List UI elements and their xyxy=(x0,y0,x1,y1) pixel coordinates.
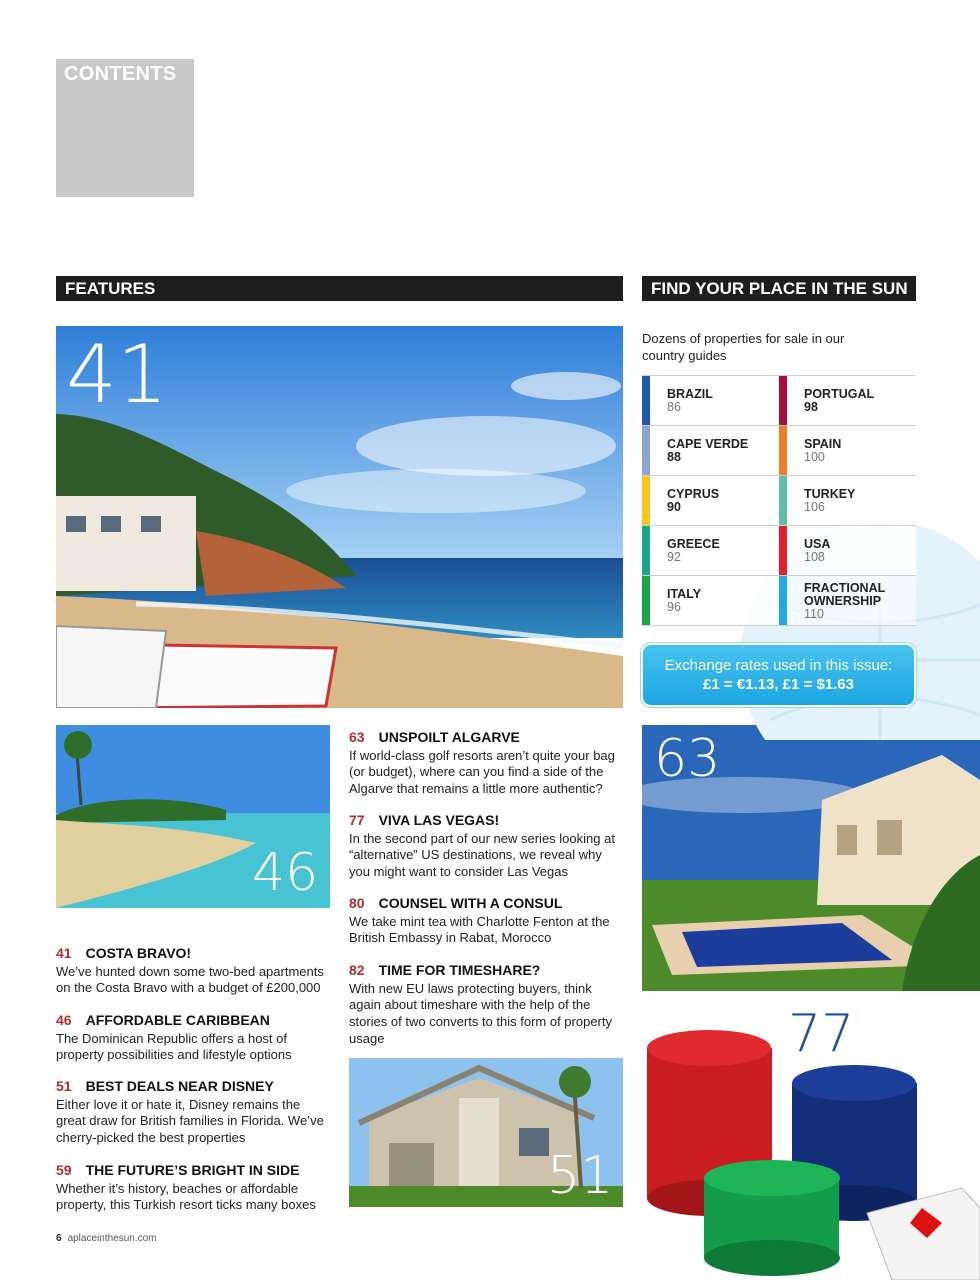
country-page: 100 xyxy=(804,450,825,464)
country-name: BRAZIL xyxy=(667,387,713,401)
country-name: PORTUGAL xyxy=(804,387,875,401)
article-best-deals-disney[interactable] xyxy=(56,1078,328,1147)
article-page-number: 82 xyxy=(349,962,365,978)
photo-number-63: 63 xyxy=(654,729,721,789)
article-text: If world-class golf resorts aren’t quite your bag (or budget), where can you find a side of the Algarve that remains a little more authentic? xyxy=(349,747,615,797)
country-page: 88 xyxy=(667,450,681,464)
country-row xyxy=(642,425,916,475)
article-viva-las-vegas[interactable] xyxy=(349,812,623,881)
country-color-stripe xyxy=(642,476,650,525)
article-text: We take mint tea with Charlotte Fenton at the British Embassy in Rabat, Morocco xyxy=(349,913,610,946)
country-page: 86 xyxy=(667,400,681,414)
country-color-stripe xyxy=(779,576,787,625)
article-page-number: 59 xyxy=(56,1162,72,1178)
country-row xyxy=(642,475,916,525)
house-photo-disney[interactable] xyxy=(349,1058,623,1207)
country-color-stripe xyxy=(642,526,650,575)
article-heading xyxy=(349,729,623,746)
country-brazil[interactable] xyxy=(642,376,779,425)
article-heading xyxy=(56,945,328,962)
article-time-for-timeshare[interactable] xyxy=(349,962,623,1048)
article-heading xyxy=(56,1078,328,1095)
chips-photo-vegas[interactable] xyxy=(642,1008,980,1280)
article-page-number: 51 xyxy=(56,1078,72,1094)
country-cape-verde[interactable] xyxy=(642,426,779,475)
article-title: UNSPOILT ALGARVE xyxy=(378,729,520,745)
article-title: TIME FOR TIMESHARE? xyxy=(378,962,541,978)
country-color-stripe xyxy=(779,526,787,575)
photo-number-41: 41 xyxy=(66,328,168,421)
country-row xyxy=(642,375,916,425)
article-page-number: 63 xyxy=(349,729,365,745)
article-title: THE FUTURE’S BRIGHT IN SIDE xyxy=(85,1162,300,1178)
article-heading xyxy=(349,812,623,829)
contents-label: CONTENTS xyxy=(64,63,177,85)
page-number: 6 xyxy=(56,1233,62,1244)
country-usa[interactable] xyxy=(779,526,916,575)
article-page-number: 80 xyxy=(349,895,365,911)
country-name: FRACTIONAL OWNERSHIP xyxy=(804,581,886,608)
country-row xyxy=(642,525,916,575)
article-heading xyxy=(349,895,623,912)
country-guide-grid xyxy=(642,375,916,626)
article-heading xyxy=(349,962,623,979)
country-page: 110 xyxy=(804,607,824,621)
article-title: COUNSEL WITH A CONSUL xyxy=(378,895,563,911)
article-title: COSTA BRAVO! xyxy=(85,945,192,961)
article-text: We’ve hunted down some two-bed apartments on the Costa Bravo with a budget of £200,000 xyxy=(56,963,324,996)
article-page-number: 46 xyxy=(56,1012,72,1028)
country-portugal[interactable] xyxy=(779,376,916,425)
country-color-stripe xyxy=(779,476,787,525)
article-heading xyxy=(56,1162,328,1179)
exchange-rates-box xyxy=(641,643,916,707)
footer-site[interactable]: aplaceinthesun.com xyxy=(67,1233,157,1244)
article-costa-bravo[interactable] xyxy=(56,945,328,997)
country-name: CAPE VERDE xyxy=(667,437,749,451)
article-heading xyxy=(56,1012,328,1029)
country-italy[interactable] xyxy=(642,576,779,625)
article-text: The Dominican Republic offers a host of property possibilities and lifestyle options xyxy=(56,1030,292,1063)
article-affordable-caribbean[interactable] xyxy=(56,1012,328,1064)
country-spain[interactable] xyxy=(779,426,916,475)
photo-number-77: 77 xyxy=(788,1008,855,1064)
country-name: SPAIN xyxy=(804,437,842,451)
country-name: GREECE xyxy=(667,537,720,551)
article-text: Either love it or hate it, Disney remains the great draw for British families in Florida. We’ve cherry-picked the best properties xyxy=(56,1096,324,1146)
country-page: 98 xyxy=(804,400,818,414)
article-counsel-consul[interactable] xyxy=(349,895,623,947)
country-color-stripe xyxy=(642,376,650,425)
article-text: With new EU laws protecting buyers, think again about timeshare with the help of the stories of two converts to this form of property usage xyxy=(349,980,612,1046)
article-text: Whether it’s history, beaches or affordable property, this Turkish resort ticks many boxes xyxy=(56,1180,316,1213)
villa-photo-algarve[interactable] xyxy=(642,725,980,991)
country-name: USA xyxy=(804,537,831,551)
contents-box xyxy=(56,59,194,197)
country-page: 90 xyxy=(667,500,681,514)
country-greece[interactable] xyxy=(642,526,779,575)
article-future-bright-side[interactable] xyxy=(56,1162,328,1214)
country-row xyxy=(642,575,916,626)
country-page: 106 xyxy=(804,500,825,514)
page-footer xyxy=(56,1233,157,1244)
exchange-rates-label: Exchange rates used in this issue: xyxy=(664,657,893,674)
exchange-rates-values: £1 = €1.13, £1 = $1.63 xyxy=(703,676,854,693)
country-cyprus[interactable] xyxy=(642,476,779,525)
country-fractional-ownership[interactable] xyxy=(779,576,916,625)
country-color-stripe xyxy=(642,426,650,475)
main-photo-costa[interactable] xyxy=(56,326,623,708)
article-page-number: 41 xyxy=(56,945,72,961)
country-color-stripe xyxy=(642,576,650,625)
photo-number-51: 51 xyxy=(547,1146,614,1206)
beach-photo-caribbean[interactable] xyxy=(56,725,330,908)
article-title: BEST DEALS NEAR DISNEY xyxy=(85,1078,274,1094)
article-title: AFFORDABLE CARIBBEAN xyxy=(85,1012,270,1028)
country-page: 96 xyxy=(667,600,681,614)
features-heading: FEATURES xyxy=(56,276,623,301)
country-name: ITALY xyxy=(667,587,702,601)
article-page-number: 77 xyxy=(349,812,365,828)
country-turkey[interactable] xyxy=(779,476,916,525)
find-intro-text: Dozens of properties for sale in our country guides xyxy=(642,331,845,363)
photo-number-46: 46 xyxy=(252,843,319,903)
article-unspoilt-algarve[interactable] xyxy=(349,729,623,798)
country-name: CYPRUS xyxy=(667,487,720,501)
country-page: 92 xyxy=(667,550,681,564)
article-title: VIVA LAS VEGAS! xyxy=(378,812,500,828)
country-color-stripe xyxy=(779,376,787,425)
country-color-stripe xyxy=(779,426,787,475)
country-page: 108 xyxy=(804,550,825,564)
find-heading: FIND YOUR PLACE IN THE SUN xyxy=(642,276,916,301)
article-text: In the second part of our new series looking at “alternative” US destinations, we reveal why you might want to consider Las Vegas xyxy=(349,830,615,880)
country-name: TURKEY xyxy=(804,487,856,501)
